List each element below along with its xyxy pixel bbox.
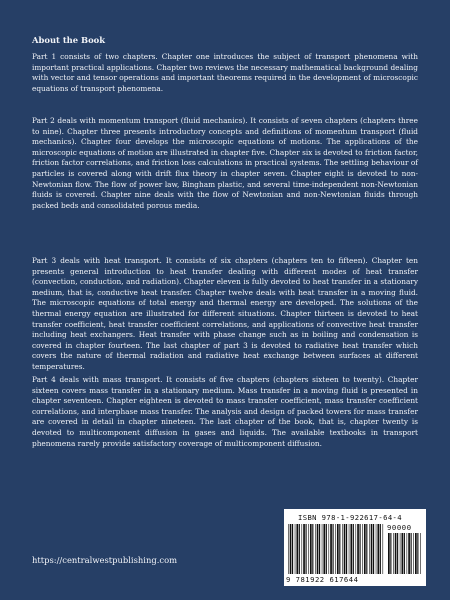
barcode-bar	[369, 524, 370, 574]
barcode-bar	[400, 533, 401, 574]
addon-barcode-bars	[388, 533, 422, 574]
barcode-bar	[407, 533, 408, 574]
barcode-bar	[373, 524, 374, 574]
barcode-bar	[292, 524, 293, 574]
barcode-bar	[397, 533, 398, 574]
barcode-bar	[411, 533, 412, 574]
barcode-bar	[402, 533, 404, 574]
barcode-bar	[383, 524, 384, 574]
barcode-bar	[322, 524, 323, 574]
barcode-bar	[329, 524, 330, 574]
barcode-bar	[342, 524, 343, 574]
barcode-bar	[323, 524, 325, 574]
paragraph-part-3: Part 3 deals with heat transport. It consists of six chapters (chapters ten to fifteen). Chapter ten presents general introduction to heat transfer dealing with different modes of heat transfer (convection, conduction, and radiation). Chapter eleven is fully devoted to heat transfer in a stationary medium, that is, conductive heat transfer. Chapter twelve deals with heat transfer in a moving fluid. The microscopic equations of total energy and thermal energy are developed. The solutions of the thermal energy equation are illustrated for different situations. Chapter thirteen is devoted to heat transfer coefficient, heat transfer coefficient correlations, and applications of convective heat transfer including heat exchangers. Heat transfer with phase change such as in boiling and condensation is covered in chapter fourteen. The last chapter of part 3 is devoted to radiative heat transfer which covers the nature of thermal radiation and radiative heat exchange between surfaces at different temperatures.	[32, 256, 418, 371]
barcode-bar	[376, 524, 377, 574]
barcode-bar	[366, 524, 367, 574]
barcode-bar	[413, 533, 414, 574]
barcode-bar	[377, 524, 379, 574]
barcode-bar	[380, 524, 381, 574]
barcode-bar	[357, 524, 359, 574]
barcode-bar	[299, 524, 300, 574]
barcode-bar	[308, 524, 309, 574]
barcode-bar	[350, 524, 352, 574]
isbn-barcode	[284, 509, 426, 586]
barcode-bar	[408, 533, 410, 574]
barcode-bar	[288, 524, 289, 574]
barcode-bar	[312, 524, 313, 574]
paragraph-part-2: Part 2 deals with momentum transport (fluid mechanics). It consists of seven chapters (chapters three to nine). Chapter three presents introductory concepts and definitions of momentum transport (fluid mechanics). Chapter four develops the microscopic equations of motions. The applications of the microscopic equations of motion are illustrated in chapter five. Chapter six is devoted to friction factor, friction factor correlations, and friction loss calculations in practical systems. The settling behaviour of particles is covered along with drift flux theory in chapter seven. Chapter eight is devoted to non-Newtonian flow. The flow of power law, Bingham plastic, and several time-independent non-Newtonian fluids is covered. Chapter nine deals with the flow of Newtonian and non-Newtonian fluids through packed beds and consolidated porous media.	[32, 116, 418, 210]
barcode-bar	[417, 533, 418, 574]
barcode-bar	[317, 524, 319, 574]
barcode-bar	[290, 524, 292, 574]
isbn-label: ISBN 978-1-922617-64-4	[298, 513, 402, 522]
barcode-bar	[335, 524, 336, 574]
barcode-bar	[356, 524, 357, 574]
barcode-bar	[360, 524, 361, 574]
barcode-bar	[344, 524, 346, 574]
barcode-bars	[288, 524, 384, 574]
barcode-bar	[362, 524, 363, 574]
barcode-bar	[310, 524, 312, 574]
barcode-bar	[330, 524, 332, 574]
barcode-bar	[302, 524, 303, 574]
paragraph-part-4: Part 4 deals with mass transport. It consists of five chapters (chapters sixteen to twenty). Chapter sixteen covers mass transfer in a stationary medium. Mass transfer in a moving fluid is presented in chapter seventeen. Chapter eighteen is devoted to mass transfer coefficient, mass transfer coefficient correlations, and interphase mass transfer. The analysis and design of packed towers for mass transfer are covered in detail in chapter nineteen. The last chapter of the book, that is, chapter twenty is devoted to multicomponent diffusion in gases and liquids. The available textbooks in transport phenomena rarely provide satisfactory coverage of multicomponent diffusion.	[32, 375, 418, 448]
barcode-bar	[395, 533, 397, 574]
barcode-bar	[420, 533, 421, 574]
barcode-bar	[349, 524, 350, 574]
section-heading: About the Book	[32, 35, 106, 45]
barcode-bar	[303, 524, 305, 574]
barcode-bar	[326, 524, 327, 574]
barcode-bar	[353, 524, 354, 574]
barcode-bar	[315, 524, 316, 574]
barcode-bar	[296, 524, 298, 574]
barcode-bar	[393, 533, 394, 574]
barcode-bar	[306, 524, 307, 574]
barcode-bar	[364, 524, 366, 574]
barcode-bar	[390, 533, 391, 574]
barcode-bar	[337, 524, 339, 574]
barcode-bar	[295, 524, 296, 574]
publisher-url[interactable]: https://centralwestpublishing.com	[32, 555, 178, 565]
addon-number: 90000	[387, 523, 412, 532]
barcode-bar	[388, 533, 390, 574]
barcode-bar	[339, 524, 340, 574]
barcode-bar	[371, 524, 373, 574]
barcode-bar	[319, 524, 320, 574]
ean-digits: 9 781922 617644	[286, 575, 359, 584]
barcode-bar	[404, 533, 405, 574]
barcode-bar	[333, 524, 334, 574]
barcode-bar	[346, 524, 347, 574]
barcode-bar	[415, 533, 417, 574]
paragraph-part-1: Part 1 consists of two chapters. Chapter one introduces the subject of transport phenomena with important practical applications. Chapter two reviews the necessary mathematical background dealing with vector and tensor operations and important theorems required in the development of microscopic equations of transport phenomena.	[32, 52, 418, 93]
